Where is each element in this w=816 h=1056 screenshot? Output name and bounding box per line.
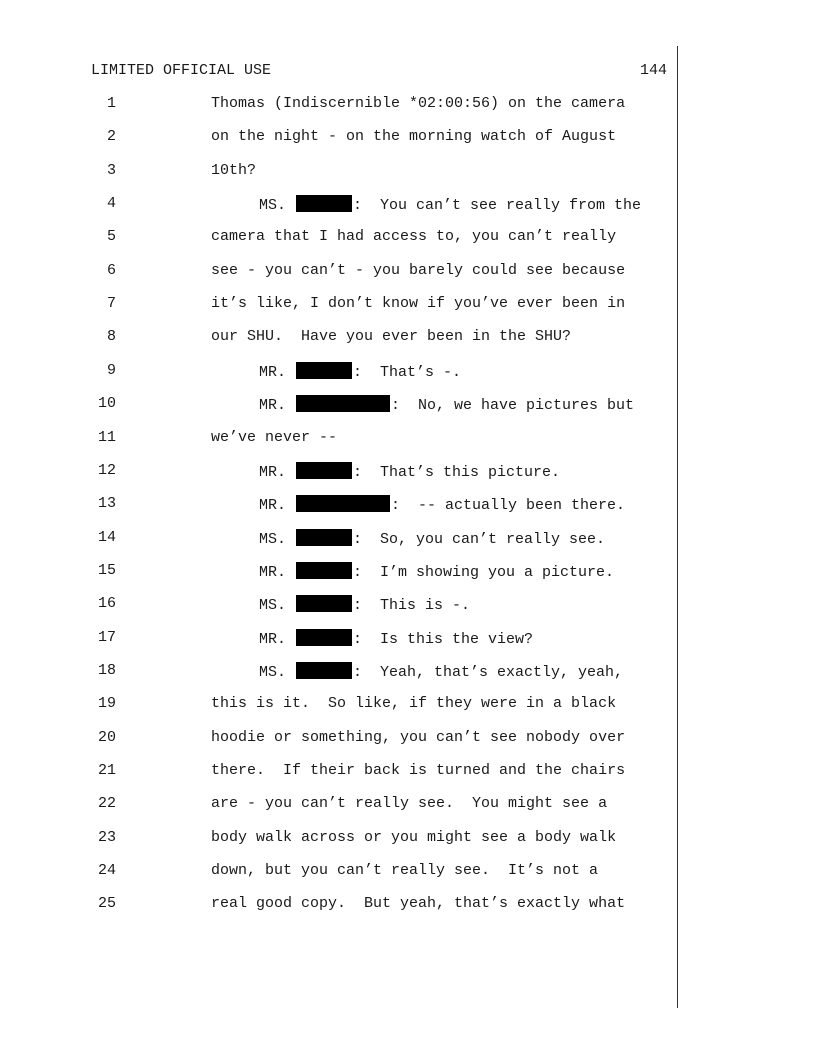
line-number: 19 [97,695,116,713]
text-segment: we’ve never -- [211,428,338,446]
text-segment: : -- actually been there. [391,497,626,515]
line-number: 21 [97,762,116,779]
line-number: 7 [106,295,116,313]
text-segment: MR. [259,363,296,381]
text-segment: on the night - on the morning watch of August [211,128,617,146]
text-segment: MS. [259,663,296,681]
text-segment: MS. [259,530,296,548]
redaction-block [296,562,352,579]
transcript-line [0,262,816,284]
text-segment: : So, you can’t really see. [353,530,606,548]
transcript-line [0,462,816,484]
line-text [211,862,598,879]
transcript-line [0,862,816,884]
line-text [259,495,625,514]
line-text [211,429,337,446]
line-text [211,762,625,779]
line-number: 8 [106,328,116,346]
line-number: 9 [106,361,116,379]
transcript-line [0,529,816,551]
classification-header: LIMITED OFFICIAL USE [91,62,272,79]
line-number: 14 [97,528,116,546]
line-number: 20 [97,728,116,746]
text-segment: MS. [259,197,296,215]
line-number: 24 [97,862,116,880]
text-segment: are - you can’t really see. You might see a [211,795,608,813]
line-number: 1 [106,95,116,112]
line-number: 4 [106,195,116,213]
transcript-line [0,795,816,817]
line-text [211,795,607,812]
line-text [259,362,461,381]
text-segment: real good copy. But yeah, that’s exactly what [211,895,626,913]
line-text [259,562,614,581]
transcript-line [0,295,816,317]
line-text [211,162,256,179]
line-text [259,395,634,414]
line-text [259,529,605,548]
line-text [211,228,616,245]
text-segment: 10th? [211,161,257,179]
transcript-line [0,562,816,584]
text-segment: down, but you can’t really see. It’s not a [211,862,599,880]
transcript-line [0,128,816,150]
line-text [259,195,641,214]
text-segment: : That’s this picture. [353,463,561,481]
text-segment: : Is this the view? [353,630,534,648]
transcript-line [0,395,816,417]
text-segment: : I’m showing you a picture. [353,563,615,581]
text-segment: : This is -. [353,597,471,615]
line-number: 18 [97,661,116,679]
line-number: 10 [97,395,116,413]
page-number: 144 [639,62,667,79]
line-text [259,595,470,614]
text-segment: : You can’t see really from the [353,197,642,215]
line-number: 5 [106,228,116,246]
transcript-line [0,662,816,684]
line-number: 2 [106,128,116,146]
text-segment: MS. [259,597,296,615]
text-segment: : No, we have pictures but [391,397,635,415]
transcript-line [0,95,816,117]
text-segment: MR. [259,397,296,415]
line-number: 11 [97,428,116,446]
text-segment: hoodie or something, you can’t see nobody over [211,728,626,746]
text-segment: MR. [259,563,296,581]
text-segment: our SHU. Have you ever been in the SHU? [211,328,572,346]
transcript-line [0,328,816,350]
line-text [211,328,571,345]
redaction-block [296,395,390,412]
transcript-line [0,495,816,517]
redaction-block [296,662,352,679]
text-segment: : Yeah, that’s exactly, yeah, [353,663,624,681]
line-text [211,729,625,746]
line-text [211,262,625,279]
line-text [259,462,560,481]
line-text [211,695,616,712]
transcript-line [0,629,816,651]
line-text [211,895,625,912]
line-text [211,829,616,846]
text-segment: body walk across or you might see a body walk [211,828,617,846]
line-text [211,95,625,112]
transcript-line [0,595,816,617]
line-number: 16 [97,595,116,613]
text-segment: it’s like, I don’t know if you’ve ever been in [211,295,626,313]
text-segment: there. If their back is turned and the chairs [211,762,626,779]
text-segment: MR. [259,463,296,481]
line-number: 25 [97,895,116,913]
text-segment: Thomas (Indiscernible *02:00:56) on the camera [211,95,626,112]
redaction-block [296,195,352,212]
redaction-block [296,462,352,479]
text-segment: : That’s -. [353,363,462,381]
line-text [259,662,623,681]
redaction-block [296,362,352,379]
line-number: 3 [106,161,116,179]
line-number: 6 [106,261,116,279]
text-segment: see - you can’t - you barely could see because [211,261,626,279]
transcript-line [0,762,816,784]
line-text [211,295,625,312]
line-text [259,629,533,648]
redaction-block [296,595,352,612]
line-number: 23 [97,828,116,846]
transcript-line [0,195,816,217]
text-segment: this is it. So like, if they were in a black [211,695,617,713]
text-segment: MR. [259,497,296,515]
redaction-block [296,529,352,546]
redaction-block [296,495,390,512]
transcript-line [0,162,816,184]
text-segment: camera that I had access to, you can’t really [211,228,617,246]
transcript-line [0,829,816,851]
line-number: 17 [97,628,116,646]
line-text [211,128,616,145]
line-number: 13 [97,495,116,513]
transcript-line [0,429,816,451]
line-number: 12 [97,461,116,479]
transcript-line [0,695,816,717]
transcript-line [0,228,816,250]
line-number: 15 [97,561,116,579]
redaction-block [296,629,352,646]
transcript-line [0,362,816,384]
transcript-line [0,895,816,917]
line-number: 22 [97,795,116,813]
transcript-line [0,729,816,751]
text-segment: MR. [259,630,296,648]
